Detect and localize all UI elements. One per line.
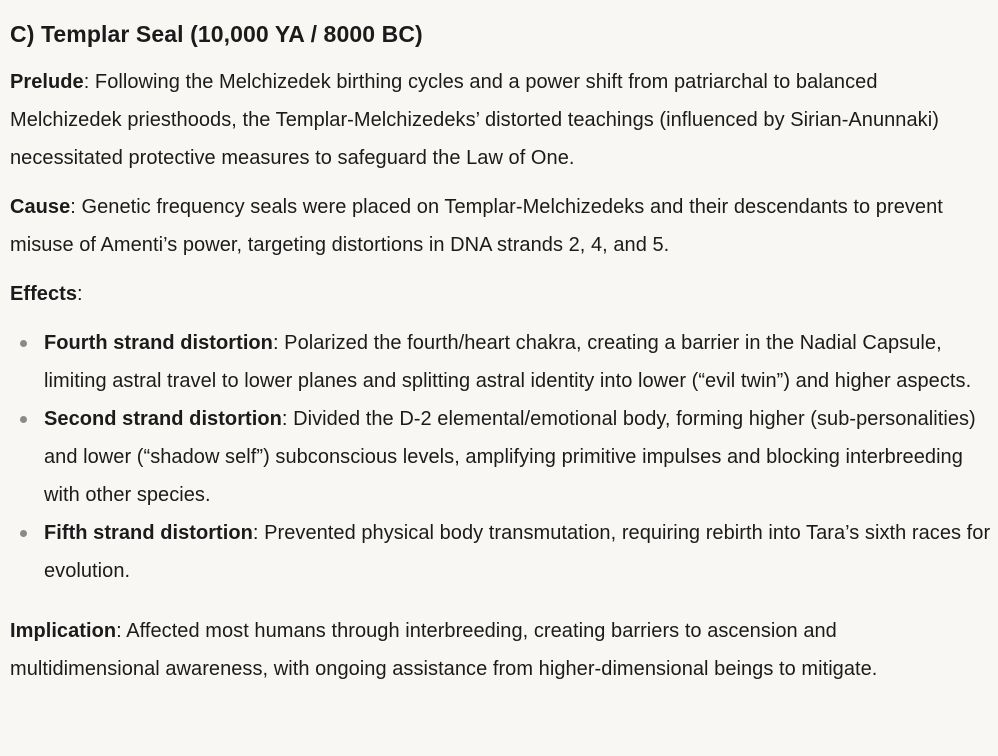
list-item: [44, 514, 992, 590]
bullet-icon: [20, 340, 27, 347]
bullet-icon: [20, 416, 27, 423]
effect-text: : Divided the D-2 elemental/emotional body, forming higher (sub-personalities) and lower (“shadow self”) subconscious levels, amplifying primitive impulses and blocking interbreeding with other species.: [44, 408, 976, 506]
effects-list: [10, 324, 992, 590]
list-item: [44, 324, 992, 400]
effects-label: Effects: [10, 283, 78, 305]
prelude-label: Prelude: [10, 71, 84, 93]
effect-label: Fifth strand distortion: [44, 522, 253, 544]
implication-text: : Affected most humans through interbreeding, creating barriers to ascension and multidimensional awareness, with ongoing assistance from higher-dimensional beings to mitigate.: [10, 620, 878, 680]
implication-label: Implication: [10, 620, 117, 642]
cause-text: : Genetic frequency seals were placed on Templar-Melchizedeks and their descendants to prevent misuse of Amenti’s power, targeting distortions in DNA strands 2, 4, and 5.: [10, 196, 943, 256]
effects-suffix: :: [77, 283, 83, 305]
implication-paragraph: [10, 612, 992, 688]
effect-text: : Prevented physical body transmutation, requiring rebirth into Tara’s sixth races for evolution.: [44, 522, 991, 582]
effects-heading: [10, 275, 992, 313]
spacer: [10, 602, 992, 612]
cause-label: Cause: [10, 196, 71, 218]
effect-label: Fourth strand distortion: [44, 332, 273, 354]
prelude-text: : Following the Melchizedek birthing cycles and a power shift from patriarchal to balanced Melchizedek priesthoods, the Templar-Melchizedeks’ distorted teachings (influenced by Sirian-Anunnaki) necessitated protective measures to safeguard the Law of One.: [10, 71, 939, 169]
prelude-paragraph: [10, 63, 992, 177]
effect-text: : Polarized the fourth/heart chakra, creating a barrier in the Nadial Capsule, limiting astral travel to lower planes and splitting astral identity into lower (“evil twin”) and higher aspects.: [44, 332, 972, 392]
effect-label: Second strand distortion: [44, 408, 282, 430]
bullet-icon: [20, 530, 27, 537]
list-item: [44, 400, 992, 514]
section-title: C) Templar Seal (10,000 YA / 8000 BC): [10, 21, 423, 47]
cause-paragraph: [10, 188, 992, 264]
